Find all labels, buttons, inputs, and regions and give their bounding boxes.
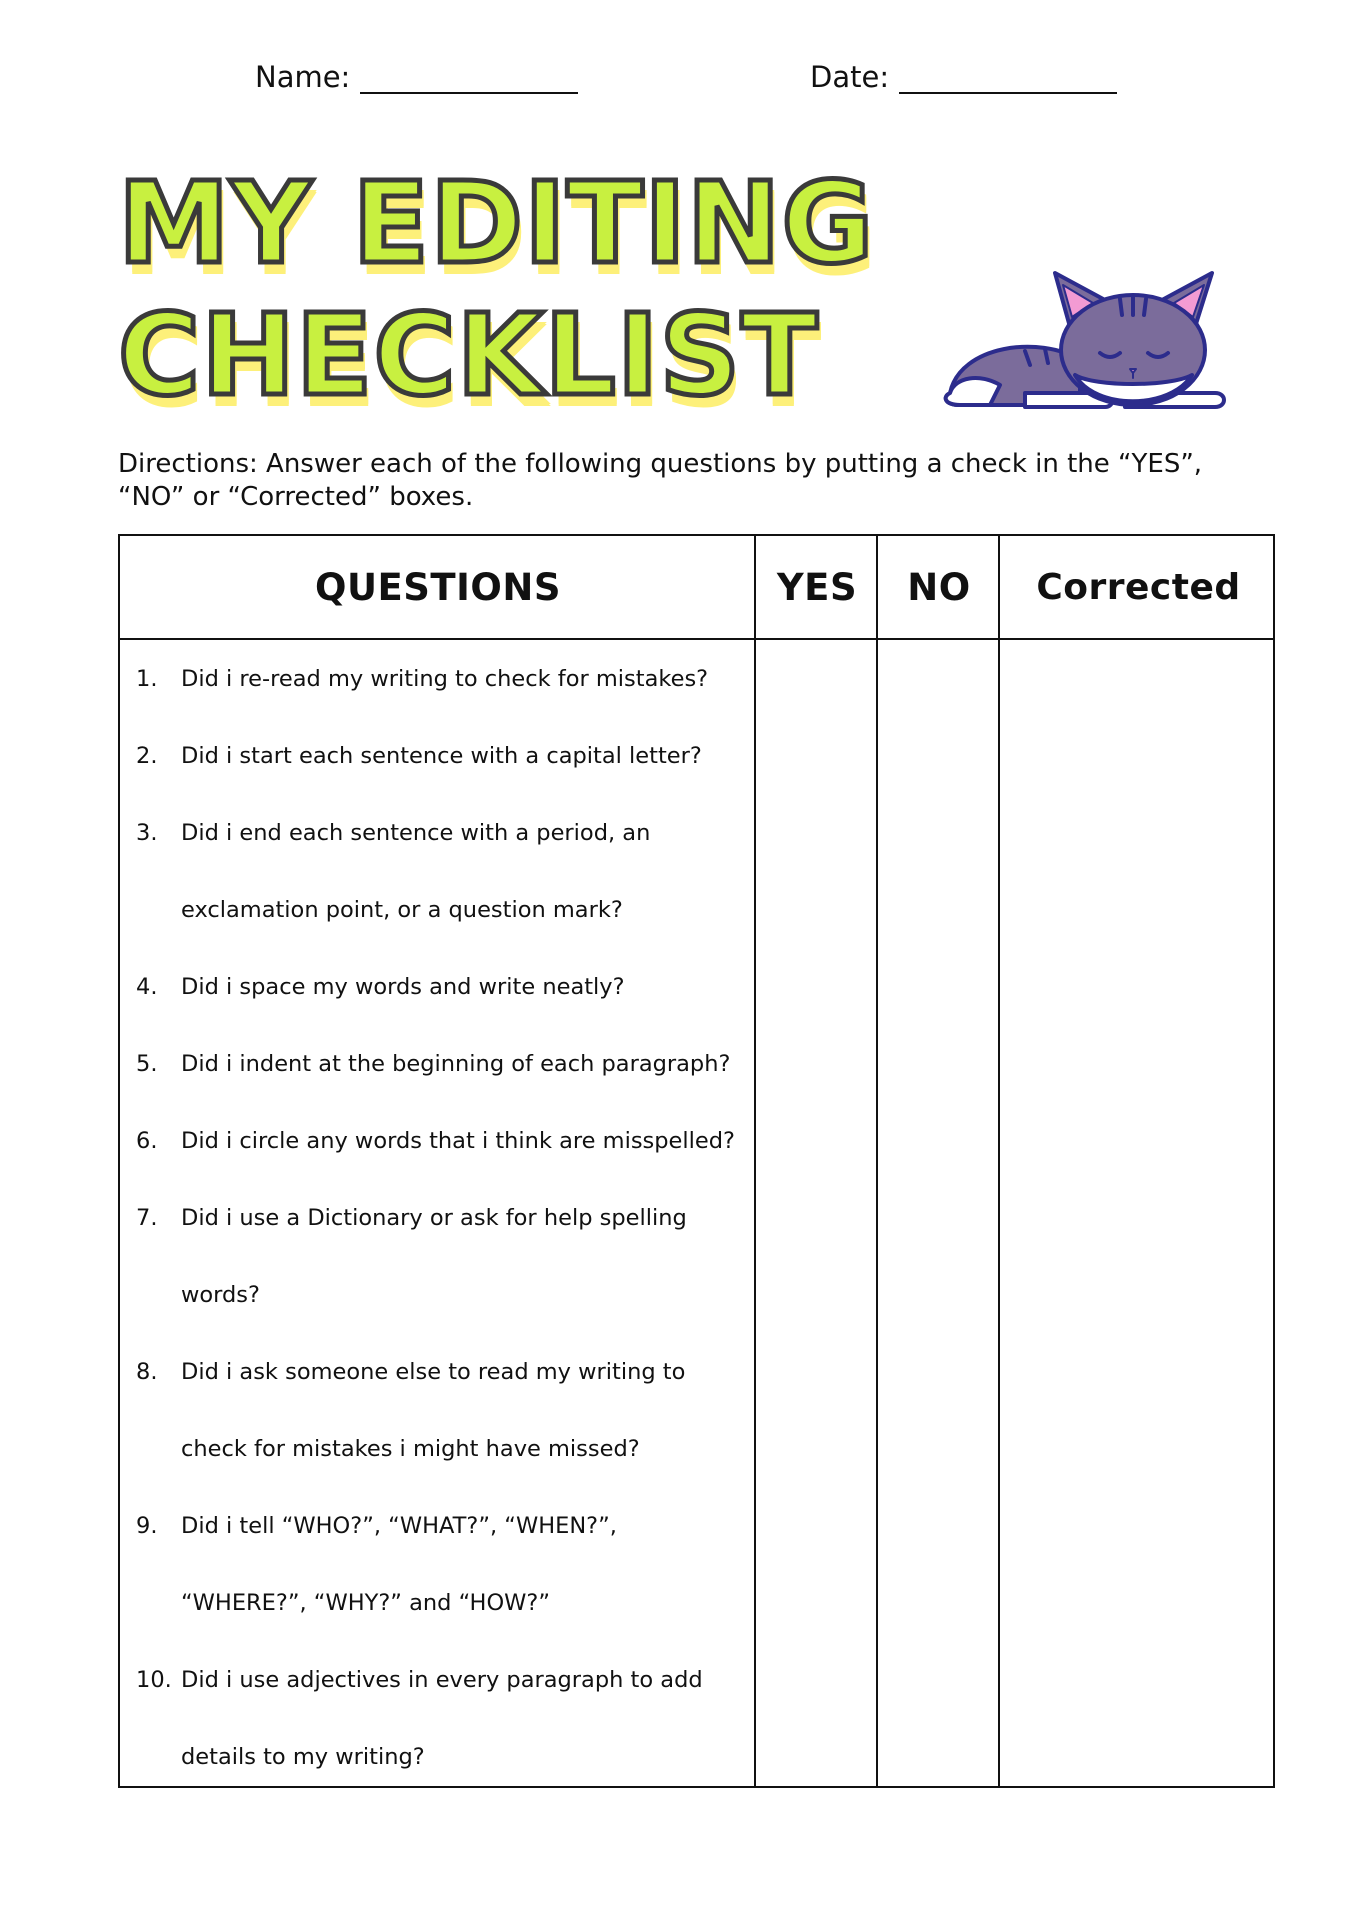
- question-text: exclamation point, or a question mark?: [181, 896, 623, 923]
- column-divider: [876, 536, 878, 1786]
- question-text: “WHERE?”, “WHY?” and “HOW?”: [181, 1589, 551, 1616]
- question-text: Did i use a Dictionary or ask for help spelling: [181, 1204, 687, 1231]
- question-8-continued: [136, 1410, 746, 1487]
- question-5: [136, 1025, 746, 1102]
- name-field[interactable]: [255, 60, 578, 94]
- title-line-2: CHECKLIST: [118, 291, 819, 421]
- question-3-continued: [136, 871, 746, 948]
- column-divider: [998, 536, 1000, 1786]
- question-number: 1.: [136, 665, 158, 692]
- question-text: words?: [181, 1281, 260, 1308]
- question-9-continued: [136, 1564, 746, 1641]
- column-divider: [754, 536, 756, 1786]
- question-text: Did i re-read my writing to check for mistakes?: [181, 665, 709, 692]
- date-label: Date:: [810, 60, 890, 94]
- question-list: [136, 640, 746, 1795]
- question-text: Did i circle any words that i think are misspelled?: [181, 1127, 735, 1154]
- question-7-continued: [136, 1256, 746, 1333]
- question-text: Did i tell “WHO?”, “WHAT?”, “WHEN?”,: [181, 1512, 617, 1539]
- header-no: NO: [907, 565, 971, 609]
- question-text: Did i indent at the beginning of each paragraph?: [181, 1050, 731, 1077]
- question-text: check for mistakes i might have missed?: [181, 1435, 640, 1462]
- header-corrected: Corrected: [1036, 566, 1241, 608]
- question-number: 2.: [136, 742, 158, 769]
- question-text: Did i start each sentence with a capital letter?: [181, 742, 702, 769]
- question-1: [136, 640, 746, 717]
- question-8: [136, 1333, 746, 1410]
- question-text: Did i ask someone else to read my writing to: [181, 1358, 686, 1385]
- question-7: [136, 1179, 746, 1256]
- question-10: [136, 1641, 746, 1718]
- question-number: 5.: [136, 1050, 158, 1077]
- header-yes: YES: [776, 565, 858, 609]
- question-number: 6.: [136, 1127, 158, 1154]
- checklist-table: [118, 534, 1275, 1788]
- question-number: 7.: [136, 1204, 158, 1231]
- question-text: Did i use adjectives in every paragraph to add: [181, 1666, 703, 1693]
- question-text: Did i space my words and write neatly?: [181, 973, 625, 1000]
- question-number: 10.: [136, 1666, 172, 1693]
- question-number: 4.: [136, 973, 158, 1000]
- directions-text: Directions: Answer each of the following questions by putting a check in the “YES”, “NO” or “Corrected” boxes.: [118, 449, 1203, 512]
- question-3: [136, 794, 746, 871]
- question-2: [136, 717, 746, 794]
- question-text: details to my writing?: [181, 1743, 425, 1770]
- question-number: 8.: [136, 1358, 158, 1385]
- date-field[interactable]: [810, 60, 1117, 94]
- question-9: [136, 1487, 746, 1564]
- sleeping-cat-icon: [930, 265, 1235, 425]
- question-text: Did i end each sentence with a period, an: [181, 819, 651, 846]
- name-label: Name:: [255, 60, 351, 94]
- name-blank[interactable]: [360, 62, 578, 94]
- question-10-continued: [136, 1718, 746, 1795]
- title-line-1: MY EDITING: [118, 159, 875, 289]
- question-6: [136, 1102, 746, 1179]
- date-blank[interactable]: [899, 62, 1117, 94]
- question-number: 3.: [136, 819, 158, 846]
- question-4: [136, 948, 746, 1025]
- question-number: 9.: [136, 1512, 158, 1539]
- header-questions: QUESTIONS: [315, 565, 561, 609]
